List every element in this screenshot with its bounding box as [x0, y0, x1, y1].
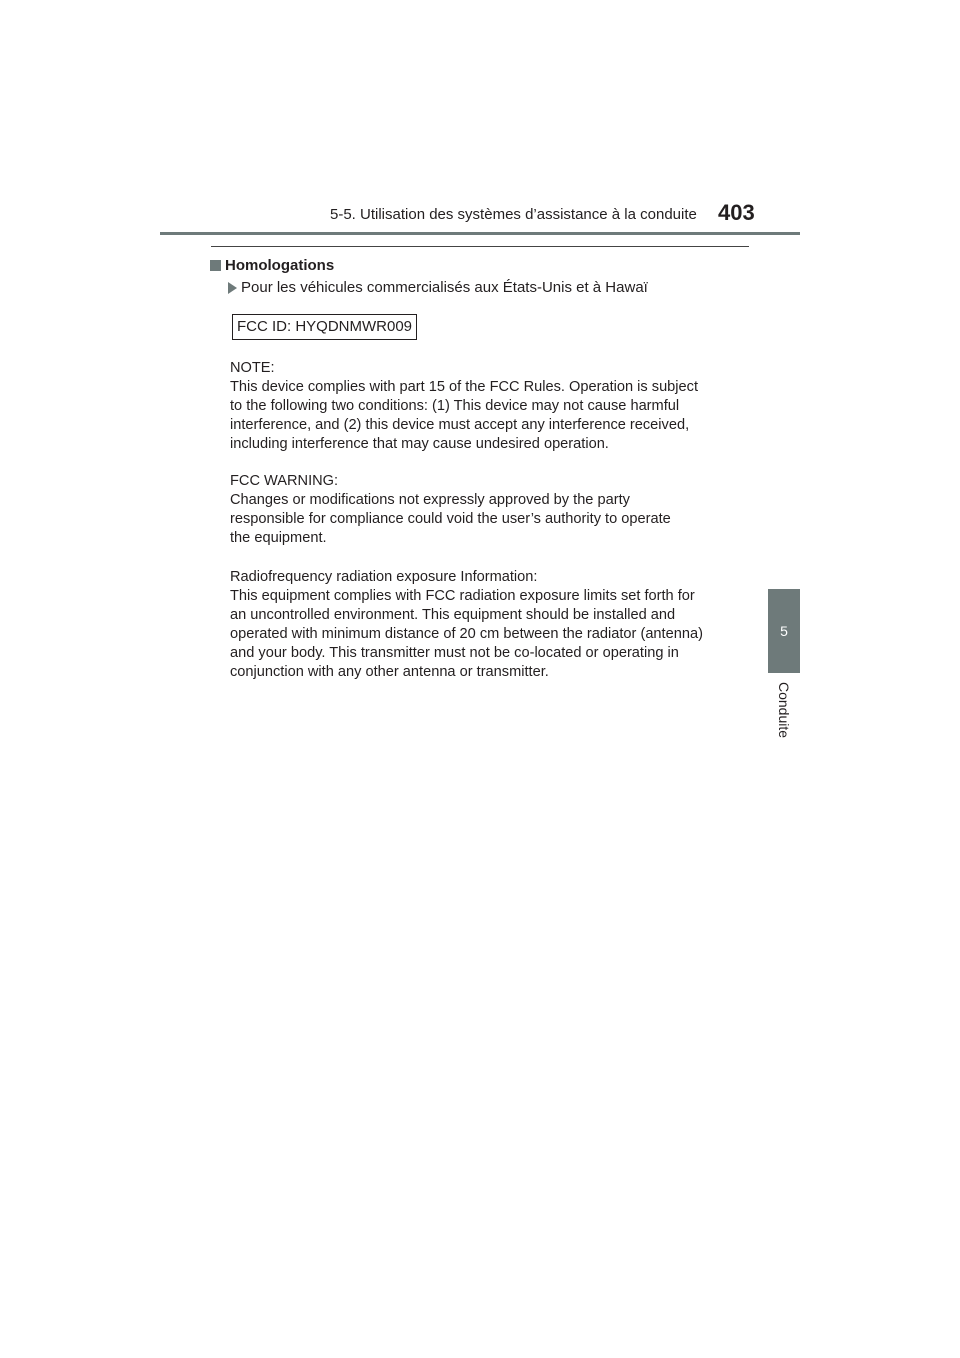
fcc-id-box: FCC ID: HYQDNMWR009	[232, 314, 417, 340]
rf-title: Radiofrequency radiation exposure Information:	[230, 569, 538, 585]
warning-line: Changes or modifications not expressly approved by the party	[230, 491, 630, 508]
triangle-bullet-icon	[228, 282, 237, 294]
note-line: including interference that may cause undesired operation.	[230, 435, 609, 452]
rf-line: This equipment complies with FCC radiation exposure limits set forth for	[230, 587, 695, 604]
fcc-warning-block	[230, 472, 750, 548]
note-title: NOTE:	[230, 360, 275, 376]
chapter-label: Conduite	[776, 681, 792, 739]
note-block	[230, 359, 750, 454]
section-heading	[210, 257, 334, 274]
rf-line: operated with minimum distance of 20 cm between the radiator (antenna)	[230, 625, 703, 642]
section-divider	[211, 246, 749, 247]
subheading	[228, 279, 648, 296]
header-rule	[160, 232, 800, 235]
chapter-number: 5	[780, 623, 788, 639]
warning-line: the equipment.	[230, 529, 327, 546]
rf-line: an uncontrolled environment. This equipment should be installed and	[230, 606, 676, 623]
chapter-tab	[768, 589, 800, 673]
rf-exposure-block	[230, 568, 750, 681]
note-line: This device complies with part 15 of the FCC Rules. Operation is subject	[230, 378, 699, 395]
warning-title: FCC WARNING:	[230, 473, 339, 489]
note-line: interference, and (2) this device must accept any interference received,	[230, 416, 690, 433]
section-heading-text: Homologations	[225, 257, 335, 274]
square-bullet-icon	[210, 260, 221, 271]
subheading-text: Pour les véhicules commercialisés aux États-Unis et à Hawaï	[241, 279, 648, 296]
page-number: 403	[718, 200, 755, 225]
note-line: to the following two conditions: (1) This device may not cause harmful	[230, 397, 680, 414]
rf-line: and your body. This transmitter must not be co-located or operating in	[230, 644, 679, 661]
warning-line: responsible for compliance could void the user’s authority to operate	[230, 510, 671, 527]
rf-line: conjunction with any other antenna or transmitter.	[230, 663, 549, 680]
header-section-title: 5-5. Utilisation des systèmes d’assistance à la conduite	[330, 206, 697, 223]
